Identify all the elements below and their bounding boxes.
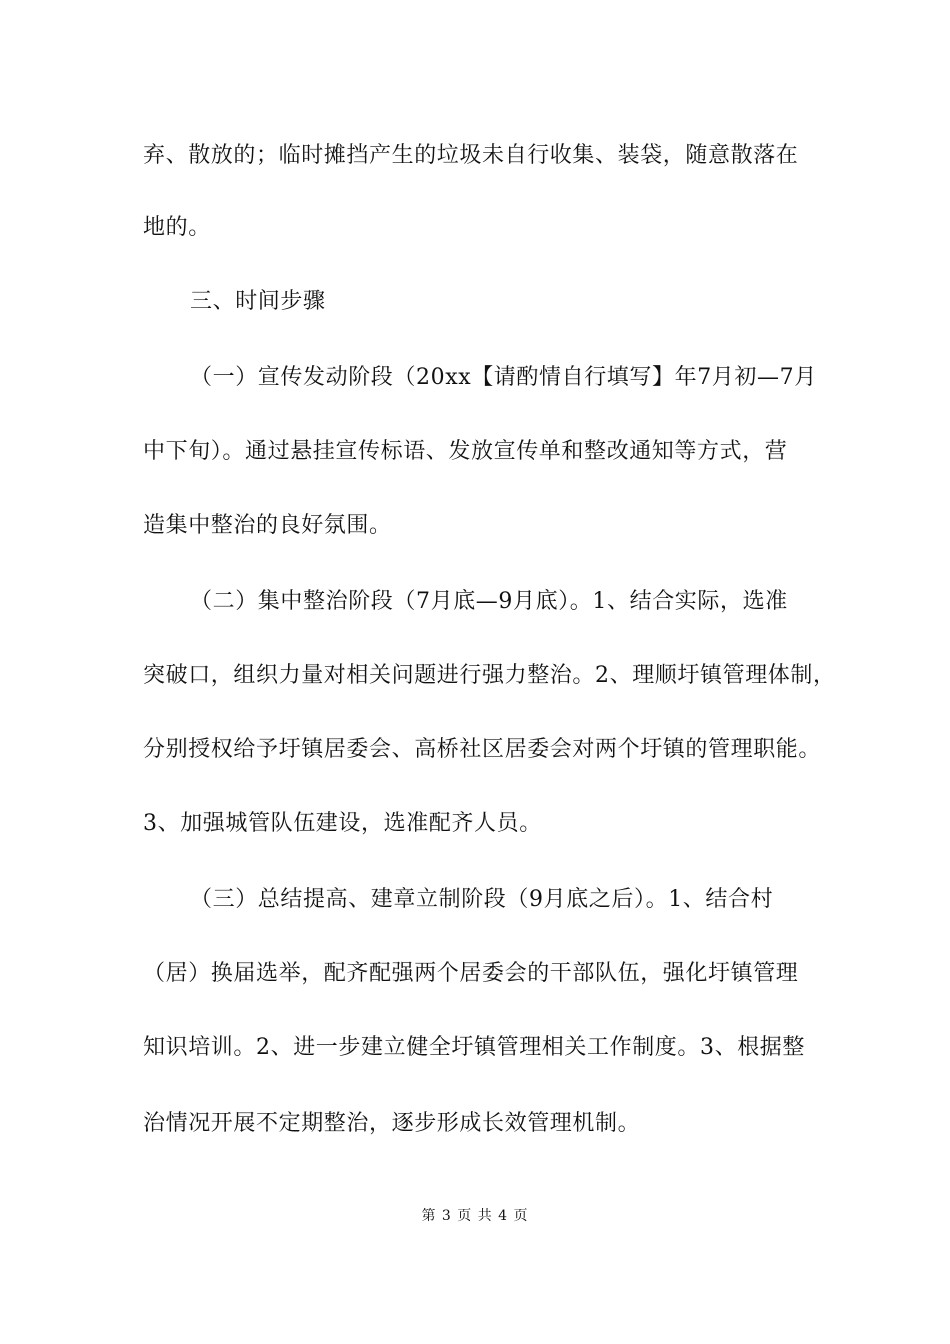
text-line: 分别授权给予圩镇居委会、高桥社区居委会对两个圩镇的管理职能。 bbox=[143, 737, 822, 762]
text-line: 中下旬）。通过悬挂宣传标语、发放宣传单和整改通知等方式，营 bbox=[143, 439, 788, 464]
text-line: （居）换届选举，配齐配强两个居委会的干部队伍，强化圩镇管理 bbox=[143, 961, 799, 986]
text-line: （三）总结提高、建章立制阶段（9月底之后）。1、结合村 bbox=[190, 887, 774, 912]
text-line: 弃、散放的；临时摊挡产生的垃圾未自行收集、装袋，随意散落在 bbox=[143, 143, 799, 168]
section-heading: 三、时间步骤 bbox=[190, 289, 326, 314]
text-line: 知识培训。2、进一步建立健全圩镇管理相关工作制度。3、根据整 bbox=[143, 1035, 805, 1060]
text-line: 3、加强城管队伍建设，选准配齐人员。 bbox=[143, 811, 542, 836]
text-line: 突破口，组织力量对相关问题进行强力整治。2、理顺圩镇管理体制， bbox=[143, 663, 836, 688]
page-number: 第 3 页 共 4 页 bbox=[421, 1208, 529, 1224]
text-line: 治情况开展不定期整治，逐步形成长效管理机制。 bbox=[143, 1111, 641, 1136]
text-line: 地的。 bbox=[143, 215, 211, 240]
text-line: 造集中整治的良好氛围。 bbox=[143, 513, 392, 538]
text-line: （二）集中整治阶段（7月底—9月底）。1、结合实际，选准 bbox=[190, 589, 788, 614]
text-line: （一）宣传发动阶段（20xx【请酌情自行填写】年7月初—7月 bbox=[190, 365, 817, 390]
